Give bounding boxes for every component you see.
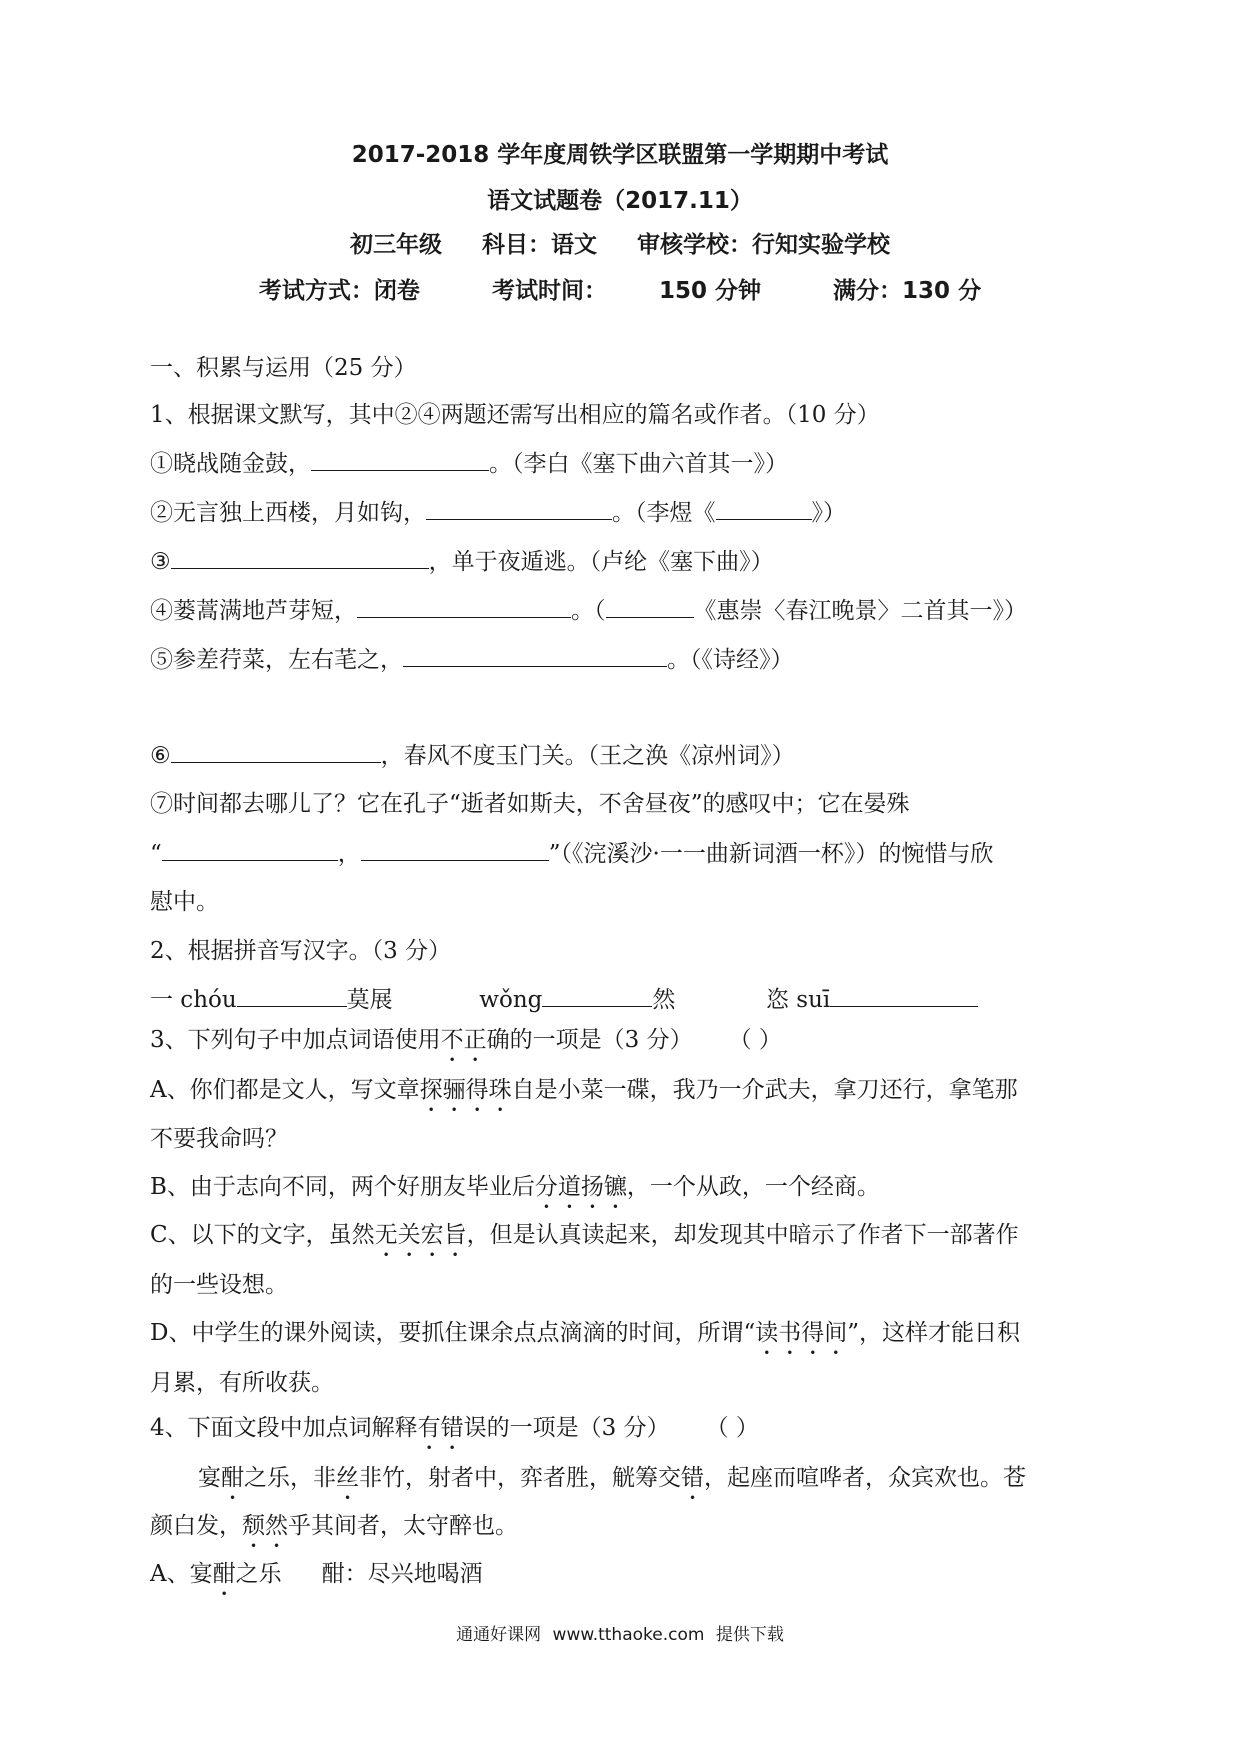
q1-stem: 1、根据课文默写，其中②④两题还需写出相应的篇名或作者。（10 分）: [150, 402, 880, 428]
q1-item-2-text: ②无言独上西楼，月如钩，: [150, 500, 426, 526]
q3-option-a-line2: 不要我命吗？: [150, 1126, 288, 1152]
blank-line[interactable]: [542, 984, 652, 1007]
exam-title: 2017-2018 学年度周铁学区联盟第一学期期中考试: [351, 142, 889, 168]
q1-item-7-line1: ⑦时间都去哪儿了？它在孔子“逝者如斯夫，不舍昼夜”的感叹中；它在晏殊: [150, 791, 910, 817]
q4-stem-a: 4、下面文段中加点词解释: [150, 1415, 418, 1441]
q1-item-7-line3: 慰中。: [150, 889, 219, 915]
exam-time-value: 150 分钟: [658, 278, 762, 304]
blank-line[interactable]: [357, 595, 571, 618]
q1-item-5: [150, 643, 794, 677]
q1-item-6-text: ，春风不度玉门关。（王之涣《凉州词》）: [380, 743, 795, 769]
blank-line[interactable]: [606, 595, 694, 618]
q4-passage-line2: [150, 1509, 518, 1553]
option-text: ，但是认真读起来，却发现其中暗示了作者下一部著作: [466, 1222, 1019, 1248]
passage-text: 非竹，射者中，弈者胜，觥筹交: [359, 1465, 681, 1491]
option-text: A、你们都是文人，写文章: [150, 1077, 420, 1103]
blank-line[interactable]: [403, 644, 667, 667]
option-text: 之乐: [235, 1561, 282, 1587]
dotted-word: 酣: [212, 1561, 236, 1587]
q3-stem-dotted: 不正: [440, 1027, 487, 1053]
footer-note: 提供下载: [715, 1625, 784, 1645]
exam-info-line: [0, 230, 1240, 260]
blank-line[interactable]: [162, 838, 338, 861]
q1-item-5-source: 。（《诗经》）: [667, 647, 794, 673]
open-quote: “: [150, 841, 162, 867]
blank-line[interactable]: [237, 984, 347, 1007]
q4-stem-dotted: 有错: [417, 1415, 464, 1441]
q1-item-4-source: 《惠崇〈春江晚景〉二首其一》）: [693, 598, 1027, 624]
footer-url[interactable]: www.tthaoke.com: [552, 1625, 705, 1645]
q1-item-2-close: 》）: [811, 500, 846, 526]
q4-passage-line1: [198, 1461, 1026, 1505]
section-heading: 一、积累与运用（25 分）: [150, 355, 417, 381]
option-text: B、由于志向不同，两个好朋友毕业后: [150, 1174, 535, 1200]
passage-text: ，起座而喧哗者，众宾欢也。苍: [704, 1465, 1026, 1491]
dotted-word: 酣: [221, 1465, 244, 1491]
answer-parentheses[interactable]: （ ）: [705, 1415, 759, 1441]
q1-item-5-text: ⑤参差荇菜，左右芼之，: [150, 647, 403, 673]
q1-item-1-source: 。（李白《塞下曲六首其一》）: [489, 451, 788, 477]
q1-item-6: [150, 739, 795, 773]
q1-item-7-tail: ”（《浣溪沙·一一曲新词酒一杯》）的惋惜与欣: [548, 841, 994, 867]
q4-stem-b: 误的一项是（3 分）: [463, 1415, 670, 1441]
word-1-tail: 莫展: [346, 987, 393, 1013]
dotted-word: 丝: [336, 1465, 359, 1491]
q3-option-c-line2: 的一些设想。: [150, 1272, 288, 1298]
q3-stem: [150, 1023, 782, 1067]
exam-mode: 考试方式：闭卷: [258, 278, 420, 304]
q3-stem-b: 确的一项是（3 分）: [486, 1027, 693, 1053]
q3-option-a: [150, 1073, 1018, 1117]
exam-time-label: 考试时间：: [491, 278, 607, 304]
subject-label: 科目：语文: [482, 232, 597, 258]
q3-stem-a: 3、下列句子中加点词语使用: [150, 1027, 441, 1053]
option-text: A、宴: [150, 1561, 213, 1587]
q1-item-1-text: ①晓战随金鼓，: [150, 451, 311, 477]
q1-item-4-paren: 。（: [571, 598, 606, 624]
q3-option-d: [150, 1316, 1020, 1360]
q1-item-4-text: ④蒌蒿满地芦芽短，: [150, 598, 357, 624]
footer-site: 通通好课网: [456, 1625, 542, 1645]
option-text: ，一个从政，一个经商。: [626, 1174, 880, 1200]
blank-line[interactable]: [716, 497, 812, 520]
q1-item-7-line2: [150, 837, 993, 871]
exam-subtitle: 语文试题卷（2017.11）: [487, 188, 753, 214]
dotted-word: 错: [681, 1465, 704, 1491]
q4-stem: [150, 1411, 759, 1455]
passage-text: 宴: [198, 1465, 221, 1491]
q1-item-3-num: ③: [150, 549, 171, 575]
q1-item-4: [150, 594, 1027, 628]
q1-item-3: [150, 545, 774, 579]
q1-item-2-source: 。（李煜《: [612, 500, 716, 526]
dotted-phrase: 读书得间: [755, 1320, 848, 1346]
q3-option-b: [150, 1170, 880, 1214]
q2-words: [150, 983, 978, 1017]
option-text: 自是小菜一碟，我乃一介武夫，拿刀还行，拿笔那: [511, 1077, 1018, 1103]
blank-line[interactable]: [171, 546, 429, 569]
reviewer-label: 审核学校：行知实验学校: [637, 232, 891, 258]
exam-meta-line: [0, 276, 1240, 306]
pinyin-2: wǒng: [479, 987, 543, 1013]
blank-line[interactable]: [171, 740, 381, 763]
full-score: 满分：130 分: [833, 278, 982, 304]
dotted-phrase: 分道扬镳: [534, 1174, 627, 1200]
q4-option-a: [150, 1557, 483, 1601]
option-text: C、以下的文字，虽然: [150, 1222, 375, 1248]
passage-text: 颜白发，: [150, 1513, 242, 1539]
option-explanation: 酣：尽兴地喝酒: [321, 1561, 483, 1587]
answer-parentheses[interactable]: （ ）: [728, 1027, 782, 1053]
q1-item-1: [150, 447, 788, 481]
pinyin-1: 一 chóu: [150, 987, 237, 1013]
dotted-phrase: 探骊得珠: [419, 1077, 512, 1103]
q3-option-d-line2: 月累，有所收获。: [150, 1370, 334, 1396]
q1-item-3-text: ，单于夜遁逃。（卢纶《塞下曲》）: [428, 549, 774, 575]
passage-text: 乎其间者，太守醉也。: [288, 1513, 518, 1539]
grade-label: 初三年级: [349, 232, 442, 258]
blank-line[interactable]: [830, 984, 978, 1007]
q1-item-2: [150, 496, 846, 530]
blank-line[interactable]: [426, 497, 612, 520]
q3-option-c: [150, 1218, 1019, 1262]
option-text: D、中学生的课外阅读，要抓住课余点点滴滴的时间，所谓“: [150, 1320, 756, 1346]
pinyin-3: 恣 suī: [766, 987, 831, 1013]
dotted-phrase: 无关宏旨: [374, 1222, 467, 1248]
word-2-tail: 然: [652, 987, 676, 1013]
passage-text: 之乐，非: [244, 1465, 336, 1491]
comma: ，: [337, 841, 361, 867]
q2-stem: 2、根据拼音写汉字。（3 分）: [150, 938, 452, 964]
dotted-word: 颓然: [242, 1513, 288, 1539]
page-footer: [0, 1620, 1240, 1645]
blank-line[interactable]: [311, 448, 489, 471]
q1-item-6-num: ⑥: [150, 743, 171, 769]
blank-line[interactable]: [361, 838, 549, 861]
option-text: ”，这样才能日积: [847, 1320, 1020, 1346]
